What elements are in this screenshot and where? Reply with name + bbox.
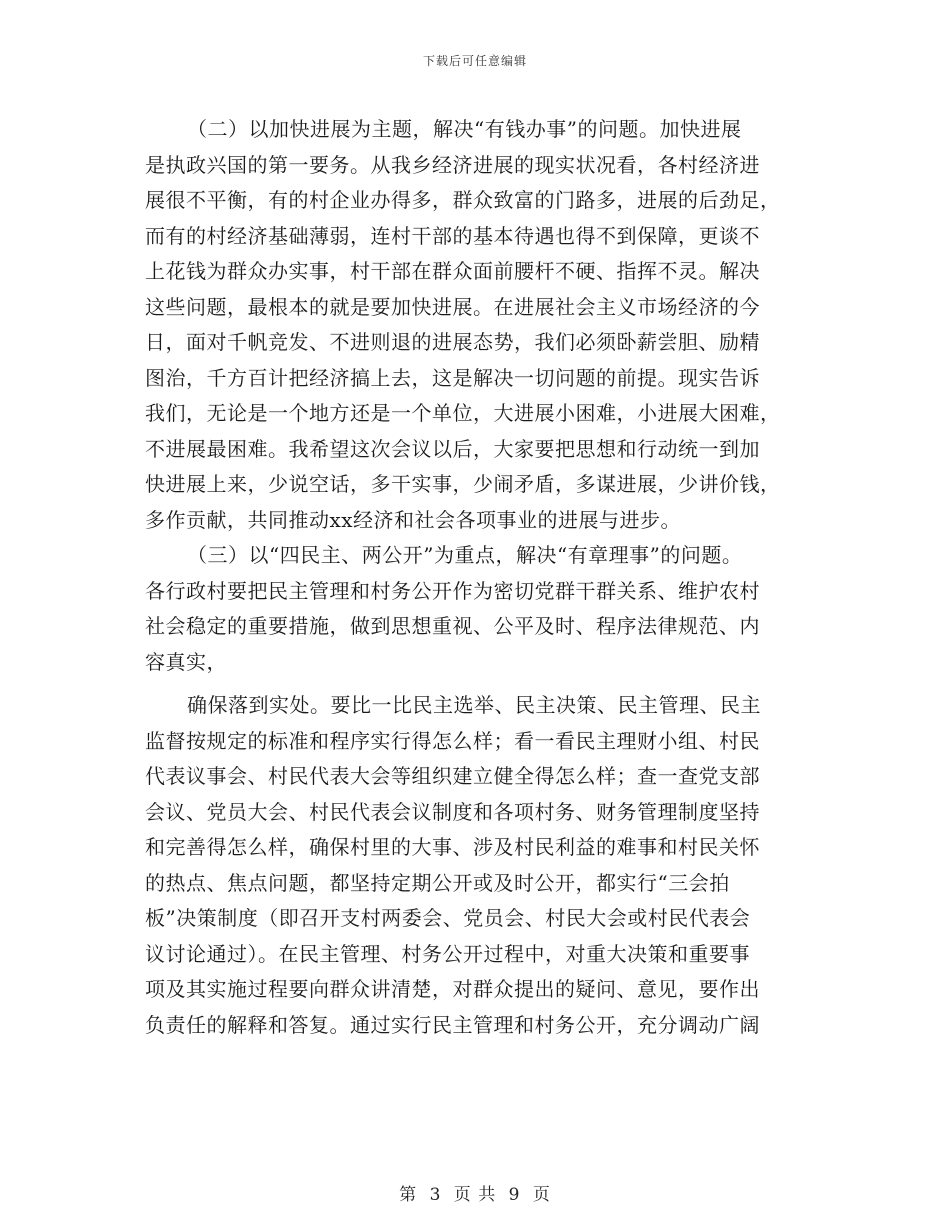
text-line: 监督按规定的标准和程序实行得怎么样；看一看民主理财小组、村民 xyxy=(145,728,760,753)
text-line: 板”决策制度（即召开支村两委会、党员会、村民大会或村民代表会 xyxy=(145,906,751,930)
text-line: 的热点、焦点问题，都坚持定期公开或及时公开，都实行“三会拍 xyxy=(145,870,730,895)
text-line: 多作贡献，共同推动xx经济和社会各项事业的进展与进步。 xyxy=(145,507,682,532)
document-body xyxy=(145,112,805,1043)
text-line: 容真实， xyxy=(145,649,227,674)
text-line: （二）以加快进展为主题，解决“有钱办事”的问题。加快进展 xyxy=(187,117,742,141)
current-page-number: 3 xyxy=(429,1185,442,1205)
text-line: 和完善得怎么样，确保村里的大事、涉及村民利益的难事和村民关怀 xyxy=(145,835,760,859)
text-line: 会议、党员大会、村民代表会议制度和各项村务、财务管理制度坚持 xyxy=(145,799,760,824)
text-line: 图治，千方百计把经济搞上去，这是解决一切问题的前提。现实告诉 xyxy=(145,365,760,390)
page-header: 下载后可任意编辑 xyxy=(422,54,527,68)
text-line: 社会稳定的重要措施，做到思想重视、公平及时、程序法律规范、内 xyxy=(145,614,760,638)
text-line: 上花钱为群众办实事，村干部在群众面前腰杆不硬、指挥不灵。解决 xyxy=(145,259,760,283)
text-line: 快进展上来，少说空话，多干实事，少闹矛盾，多谋进展，少讲价钱， xyxy=(145,472,781,496)
text-line: 各行政村要把民主管理和村务公开作为密切党群干群关系、维护农村 xyxy=(145,578,760,603)
text-line: （三）以“四民主、两公开”为重点，解决“有章理事”的问题。 xyxy=(187,543,743,567)
text-line: 展很不平衡，有的村企业办得多，群众致富的门路多，进展的后劲足， xyxy=(145,188,781,212)
text-line: 确保落到实处。要比一比民主选举、民主决策、民主管理、民主 xyxy=(187,693,761,717)
text-line: 日，面对千帆竞发、不进则退的进展态势，我们必须卧薪尝胆、励精 xyxy=(145,330,760,354)
text-line: 我们，无论是一个地方还是一个单位，大进展小困难，小进展大困难， xyxy=(145,401,781,425)
text-line: 负责任的解释和答复。通过实行民主管理和村务公开，充分调动广阔 xyxy=(145,1012,760,1037)
text-line: 是执政兴国的第一要务。从我乡经济进展的现实状况看，各村经济进 xyxy=(145,152,760,177)
total-page-count: 9 xyxy=(508,1185,521,1205)
paragraph-4 xyxy=(145,688,805,1043)
text-line: 这些问题，最根本的就是要加快进展。在进展社会主义市场经济的今 xyxy=(145,294,760,319)
footer-prefix: 第 xyxy=(399,1185,418,1205)
text-line: 不进展最困难。我希望这次会议以后，大家要把思想和行动统一到加 xyxy=(145,436,760,461)
footer-middle: 页 共 xyxy=(453,1185,497,1205)
page-footer xyxy=(0,1180,950,1205)
text-line: 项及其实施过程要向群众讲清楚，对群众提出的疑问、意见，要作出 xyxy=(145,977,760,1001)
footer-suffix: 页 xyxy=(532,1185,551,1205)
text-line: 代表议事会、村民代表大会等组织建立健全得怎么样；查一查党支部 xyxy=(145,764,760,788)
paragraph-2 xyxy=(145,112,805,538)
text-line: 而有的村经济基础薄弱，连村干部的基本待遇也得不到保障，更谈不 xyxy=(145,223,760,248)
text-line: 议讨论通过）。在民主管理、村务公开过程中，对重大决策和重要事 xyxy=(145,941,750,966)
paragraph-3 xyxy=(145,538,805,680)
